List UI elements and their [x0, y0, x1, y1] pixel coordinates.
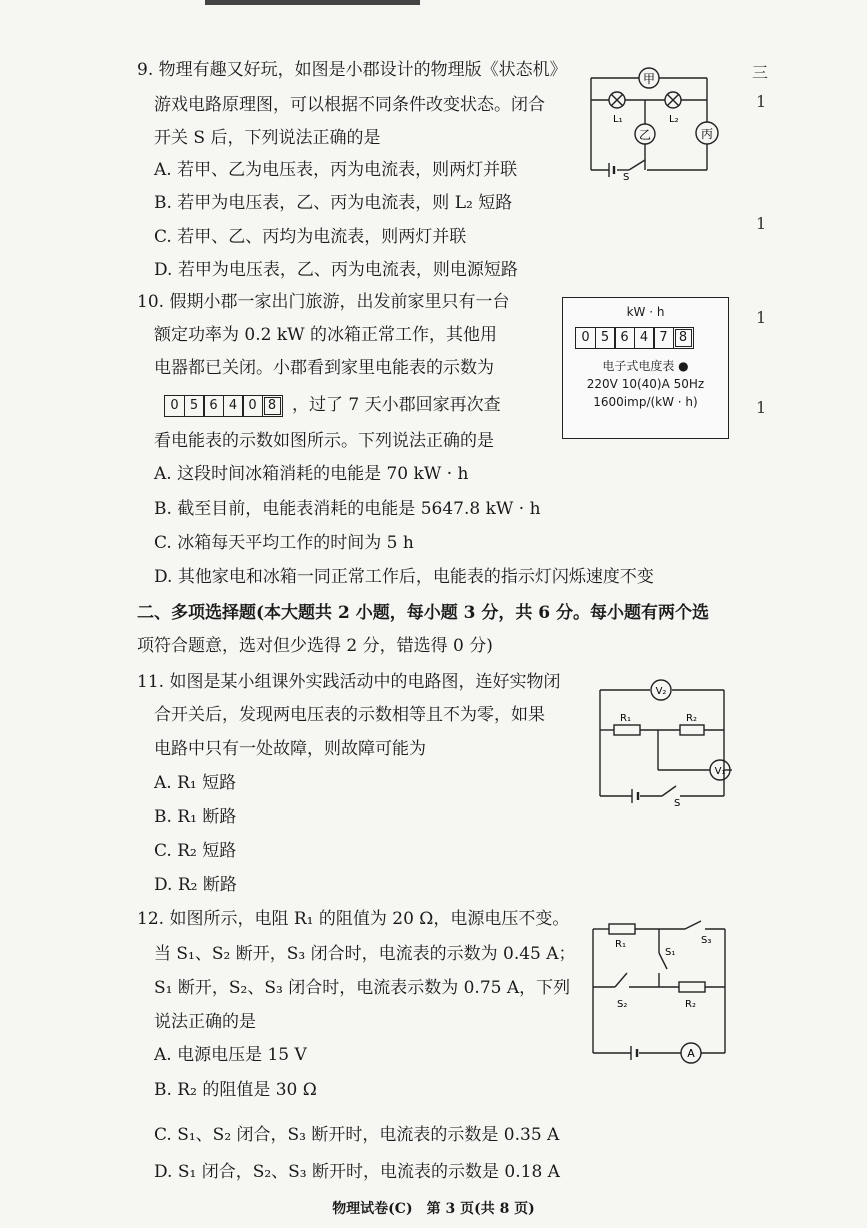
switch-s3-label: S₃: [701, 935, 712, 946]
digit: 0: [575, 327, 596, 349]
q9-stem: 游戏电路原理图，可以根据不同条件改变状态。闭合: [154, 95, 545, 115]
edge-char: 1: [756, 398, 767, 417]
q12-stem: 12. 如图所示，电阻 R₁ 的阻值为 20 Ω，电源电压不变。: [137, 909, 570, 929]
digit: 4: [223, 395, 244, 417]
q11-option-a: A. R₁ 短路: [154, 773, 237, 793]
meter-bing-label: 丙: [700, 127, 714, 141]
edge-char: 1: [756, 92, 767, 111]
q10-stem: 看电能表的示数如图所示。下列说法正确的是: [154, 431, 494, 451]
q9-option-b: B. 若甲为电压表，乙、丙为电流表，则 L₂ 短路: [154, 193, 513, 213]
lamp-l2-label: L₂: [669, 114, 679, 125]
resistor-r1-label: R₁: [620, 713, 631, 724]
q11-stem: 电路中只有一处故障，则故障可能为: [154, 739, 426, 759]
q9-option-a: A. 若甲、乙为电压表，丙为电流表，则两灯并联: [154, 160, 518, 180]
q12-stem: 当 S₁、S₂ 断开，S₃ 闭合时，电流表的示数为 0.45 A；: [154, 944, 576, 964]
digit: 5: [184, 395, 205, 417]
electricity-meter: [562, 297, 729, 439]
q10-stem: ，过了 7 天小郡回家再次查: [292, 395, 501, 415]
q10-stem: 额定功率为 0.2 kW 的冰箱正常工作，其他用: [154, 325, 498, 345]
q12-option-c: C. S₁、S₂ 闭合，S₃ 断开时，电流表的示数是 0.35 A: [154, 1125, 560, 1145]
q12-stem: 说法正确的是: [154, 1012, 256, 1032]
q10-stem: 10. 假期小郡一家出门旅游，出发前家里只有一台: [137, 292, 510, 312]
digit: 0: [164, 395, 185, 417]
digit: 7: [653, 327, 674, 349]
q12-stem: S₁ 断开，S₂、S₃ 闭合时，电流表示数为 0.75 A，下列: [154, 978, 571, 998]
q12-circuit-diagram: [585, 915, 735, 1065]
resistor-r1-label: R₁: [615, 939, 626, 950]
q9-circuit-diagram: [583, 62, 723, 180]
section-heading: 项符合题意，选对但少选得 2 分，错选得 0 分): [137, 636, 493, 656]
q10-initial-meter-reading: [164, 395, 281, 417]
edge-char: 三: [752, 63, 769, 82]
switch-s-label: S: [674, 798, 681, 806]
meter-jia-label: 甲: [642, 72, 656, 86]
q10-stem: 电器都已关闭。小郡看到家里电能表的示数为: [154, 358, 494, 378]
digit: 5: [595, 327, 616, 349]
q11-option-c: C. R₂ 短路: [154, 841, 237, 861]
meter-yi-label: 乙: [638, 128, 652, 142]
q12-option-a: A. 电源电压是 15 V: [154, 1045, 307, 1065]
q12-option-b: B. R₂ 的阻值是 30 Ω: [154, 1080, 317, 1100]
q10-option-b: B. 截至目前，电能表消耗的电能是 5647.8 kW · h: [154, 499, 541, 519]
q10-option-d: D. 其他家电和冰箱一同正常工作后，电能表的指示灯闪烁速度不变: [154, 567, 654, 587]
ammeter-label: A: [687, 1047, 695, 1060]
meter-current-reading: [575, 327, 728, 349]
q10-option-c: C. 冰箱每天平均工作的时间为 5 h: [154, 533, 414, 553]
q9-stem: 开关 S 后，下列说法正确的是: [154, 128, 381, 148]
edge-char: 1: [756, 308, 767, 327]
resistor-r2-label: R₂: [686, 713, 697, 724]
meter-name: 电子式电度表 ●: [602, 359, 689, 373]
digit: 4: [634, 327, 655, 349]
q11-circuit-diagram: [592, 676, 732, 806]
switch-s-label: S: [623, 172, 630, 180]
q11-option-d: D. R₂ 断路: [154, 875, 237, 895]
meter-spec: 220V 10(40)A 50Hz: [586, 377, 705, 391]
meter-unit: kW · h: [626, 305, 665, 319]
voltmeter-v1-label: V₁: [714, 766, 726, 777]
digit: 0: [242, 395, 263, 417]
q10-option-a: A. 这段时间冰箱消耗的电能是 70 kW · h: [154, 464, 469, 484]
q11-option-b: B. R₁ 断路: [154, 807, 237, 827]
q9-stem: 9. 物理有趣又好玩，如图是小郡设计的物理版《状态机》: [137, 60, 567, 80]
page-footer: 物理试卷(C) 第 3 页(共 8 页): [332, 1201, 535, 1217]
q11-stem: 合开关后，发现两电压表的示数相等且不为零，如果: [154, 705, 545, 725]
q9-option-c: C. 若甲、乙、丙均为电流表，则两灯并联: [154, 227, 467, 247]
q12-option-d: D. S₁ 闭合，S₂、S₃ 断开时，电流表的示数是 0.18 A: [154, 1162, 560, 1182]
q11-stem: 11. 如图是某小组课外实践活动中的电路图，连好实物闭: [137, 672, 561, 692]
digit: 8: [673, 327, 694, 349]
scan-edge-bar: [205, 0, 420, 5]
digit: 8: [262, 395, 283, 417]
edge-char: 1: [756, 214, 767, 233]
section-heading: 二、多项选择题(本大题共 2 小题，每小题 3 分，共 6 分。每小题有两个选: [137, 603, 710, 623]
lamp-l1-label: L₁: [613, 114, 623, 125]
digit: 6: [614, 327, 635, 349]
switch-s1-label: S₁: [665, 947, 676, 958]
digit: 6: [203, 395, 224, 417]
switch-s2-label: S₂: [617, 999, 628, 1010]
voltmeter-v2-label: V₂: [655, 686, 667, 697]
meter-imp: 1600imp/(kW · h): [593, 395, 698, 409]
q9-option-d: D. 若甲为电压表，乙、丙为电流表，则电源短路: [154, 260, 518, 280]
resistor-r2-label: R₂: [685, 999, 696, 1010]
